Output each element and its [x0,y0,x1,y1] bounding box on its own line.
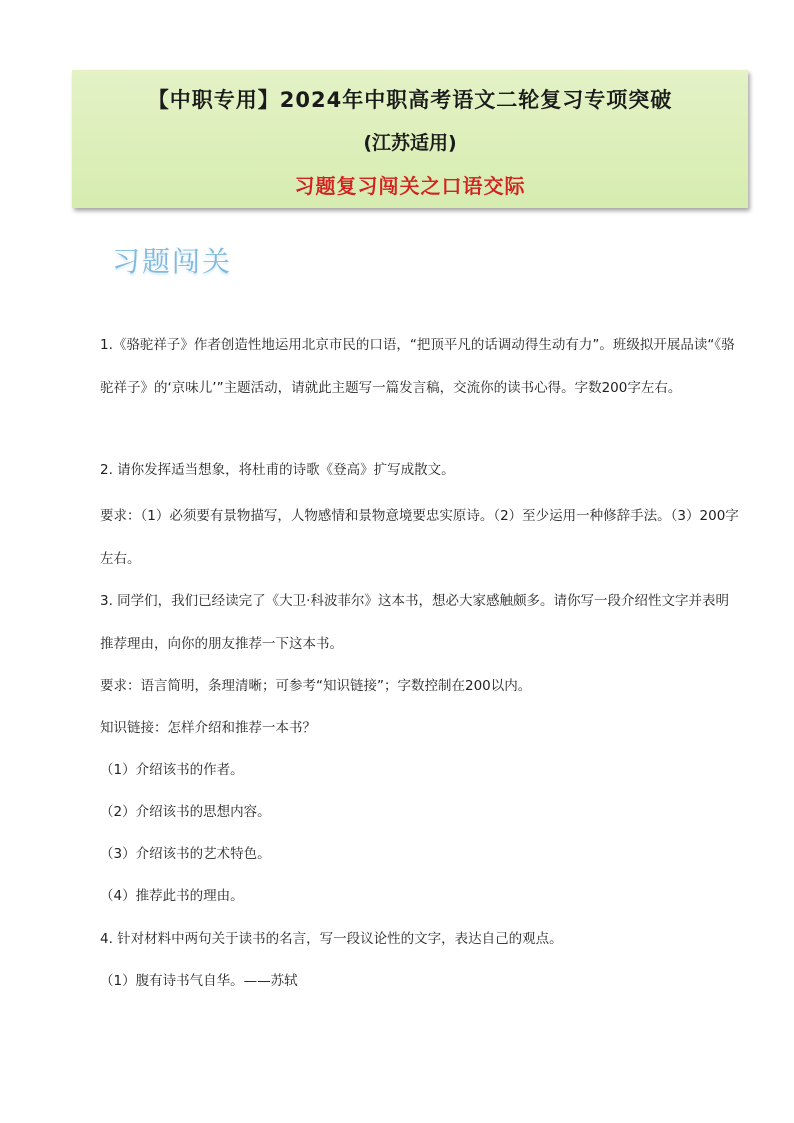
section-heading: 习题闯关 [112,245,233,278]
question-3-requirements: 要求：语言简明，条理清晰；可参考“知识链接”；字数控制在200以内。 [100,678,532,694]
question-3-point-3: （3）介绍该书的艺术特色。 [100,846,271,862]
question-2-requirements: 要求：（1）必须要有景物描写，人物感情和景物意境要忠实原诗。（2）至少运用一种修辞手法。（3）200字左右。 [100,508,739,567]
document-title: 【中职专用】2024年中职高考语文二轮复习专项突破 [147,88,673,112]
question-3-point-2: （2）介绍该书的思想内容。 [100,804,271,820]
question-1: 1.《骆驼祥子》作者创造性地运用北京市民的口语，“把顶平凡的话调动得生动有力”。班级拟开展品读“《骆驼祥子》的‘京味儿’”主题活动，请就此主题写一篇发言稿，交流你的读书心得。字数200字左右。 [100,337,735,396]
question-3-knowledge-link: 知识链接：怎样介绍和推荐一本书？ [100,720,316,736]
question-3: 3. 同学们，我们已经读完了《大卫·科波菲尔》这本书，想必大家感触颇多。请你写一段介绍性文字并表明推荐理由，向你的朋友推荐一下这本书。 [100,593,729,652]
document-subtitle-topic: 习题复习闯关之口语交际 [294,174,526,198]
question-3-point-4: （4）推荐此书的理由。 [100,888,244,904]
question-3-point-1: （1）介绍该书的作者。 [100,762,244,778]
question-4-quote-1: （1）腹有诗书气自华。——苏轼 [100,973,298,989]
question-2: 2. 请你发挥适当想象，将杜甫的诗歌《登高》扩写成散文。 [100,462,455,478]
title-banner [72,70,748,208]
document-subtitle-region: (江苏适用) [363,132,457,154]
question-4: 4. 针对材料中两句关于读书的名言，写一段议论性的文字，表达自己的观点。 [100,931,563,947]
